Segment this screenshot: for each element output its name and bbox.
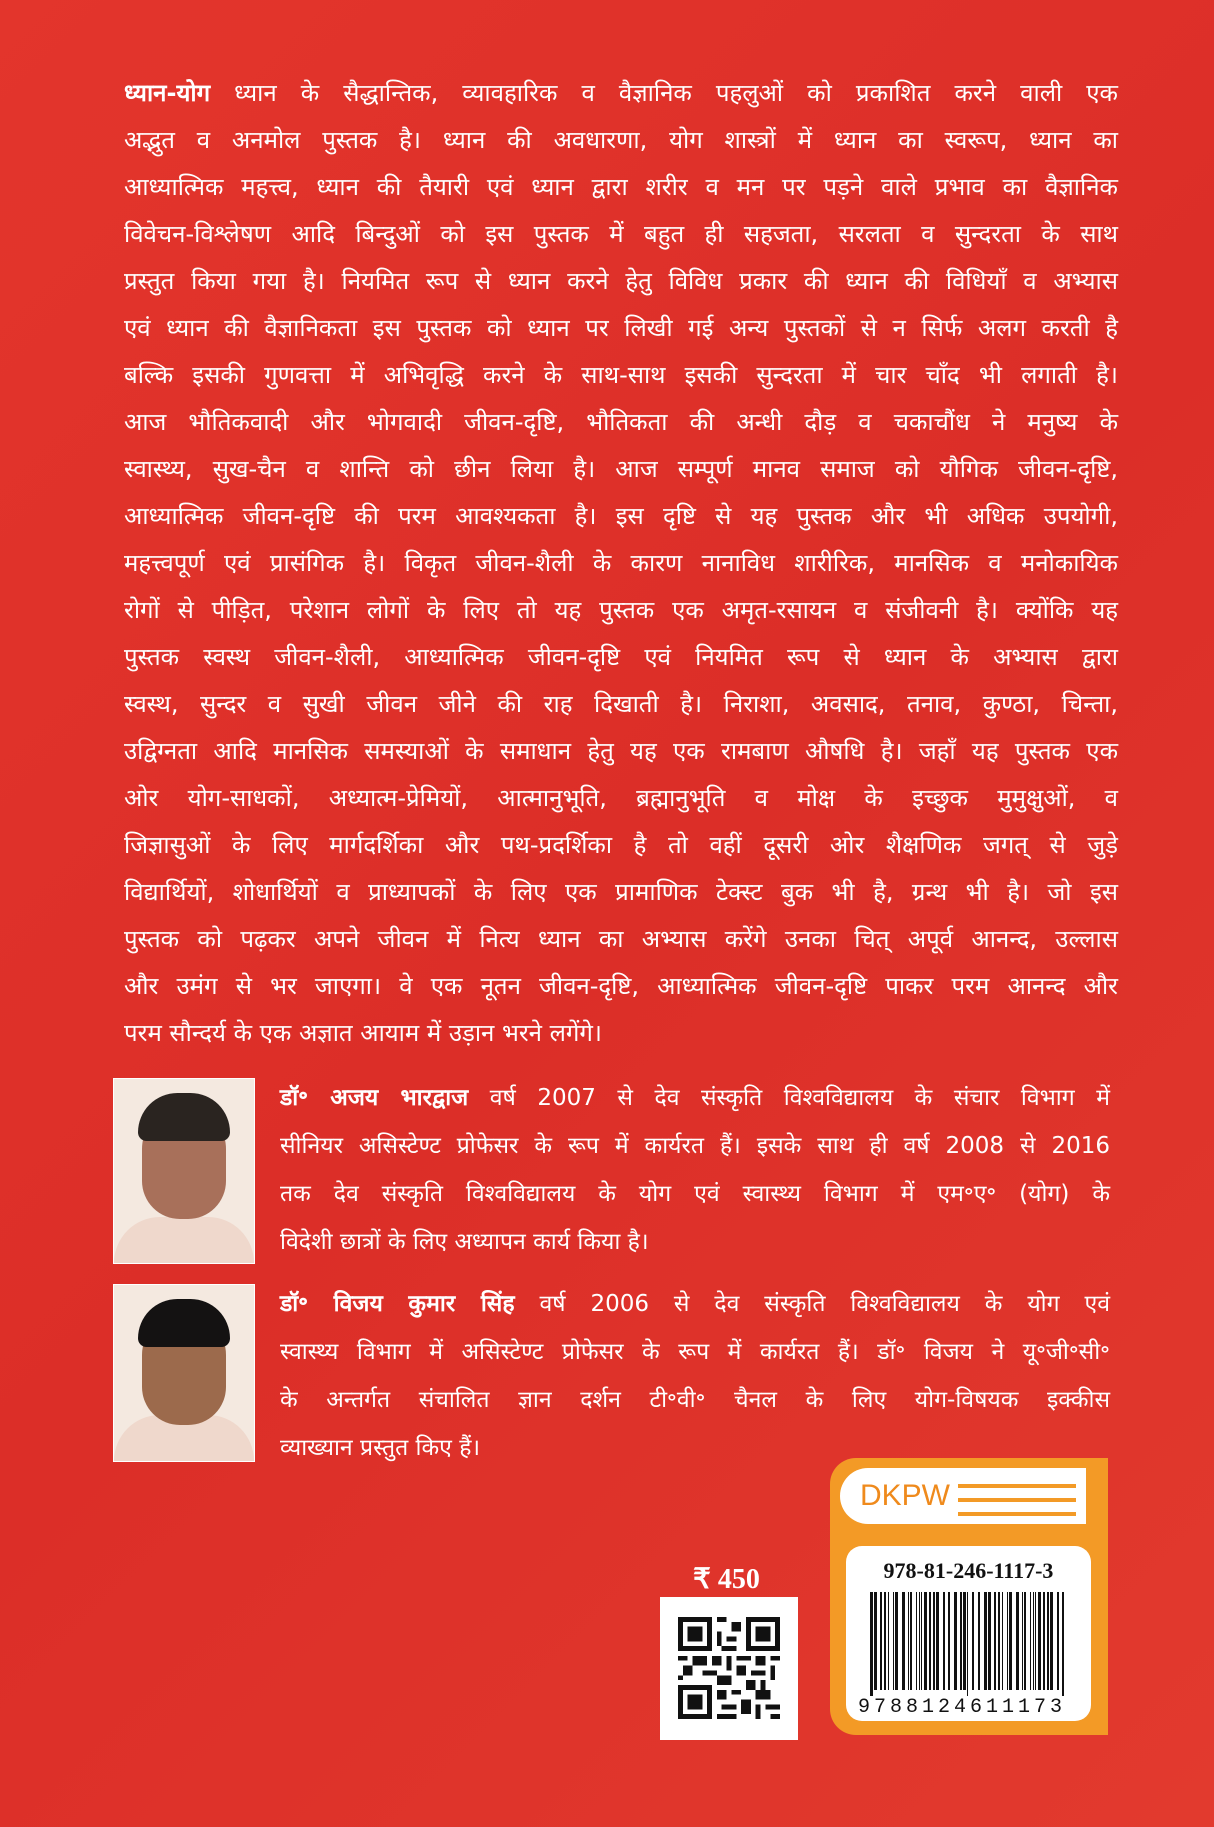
description-line: स्वस्थ, सुन्दर व सुखी जीवन जीने की राह दिखाती है। निराशा, अवसाद, तनाव, कुण्ठा, चिन्ता, [124,690,1118,718]
author-name: डॉ॰ अजय भारद्वाज [280,1085,469,1111]
barcode-bar [960,1592,962,1690]
bio-line: विदेशी छात्रों के लिए अध्यापन कार्य किया है। [280,1229,649,1255]
publisher-badge [830,1458,1108,1735]
bio-line: व्याख्यान प्रस्तुत किए हैं। [280,1435,481,1461]
barcode-bar [893,1592,894,1690]
barcode-bar [936,1592,939,1690]
book-description [124,70,1118,1057]
barcode-bar [933,1592,935,1690]
barcode-bar [948,1592,950,1690]
publisher-logo: DKPW [860,1479,950,1512]
barcode-bar [921,1592,922,1690]
barcode-bar [988,1592,991,1690]
barcode-bar [919,1592,920,1690]
barcode-bar [1007,1592,1008,1690]
barcode-bar [967,1592,968,1696]
barcode-bar [1002,1592,1003,1690]
barcode-bar [1009,1592,1012,1690]
barcode-bar [1030,1592,1031,1690]
barcode-bar [1033,1592,1034,1690]
barcode-bar [924,1592,927,1690]
qr-code-icon [678,1615,780,1721]
barcode-digits: 9788124611173 [858,1696,1067,1719]
bio-line: सीनियर असिस्टेण्ट प्रोफेसर के रूप में कार्यरत हैं। इसके साथ ही वर्ष 2008 से 2016 [280,1133,1110,1159]
bio-text: वर्ष 2006 से देव संस्कृति विश्वविद्यालय के योग एवं [514,1291,1111,1317]
barcode-bar [910,1592,912,1690]
description-line: आध्यात्मिक जीवन-दृष्टि की परम आवश्यकता है। इस दृष्टि से यह पुस्तक और भी अधिक उपयोगी, [124,502,1118,530]
description-line: अद्भुत व अनमोल पुस्तक है। ध्यान की अवधारणा, योग शास्त्रों में ध्यान का स्वरूप, ध्यान का [124,126,1118,154]
description-line [124,70,1118,117]
description-line: रोगों से पीड़ित, परेशान लोगों के लिए तो यह पुस्तक एक अमृत-रसायन व संजीवनी है। क्योंकि यह [124,596,1119,624]
isbn-barcode-box [846,1546,1091,1721]
barcode-bar [884,1592,886,1690]
description-line: आध्यात्मिक महत्त्व, ध्यान की तैयारी एवं ध्यान द्वारा शरीर व मन पर पड़ने वाले प्रभाव का वैज्ञानिक [124,173,1118,201]
bio-line [280,1280,1110,1328]
book-title-lead: ध्यान-योग [124,79,211,107]
description-line: एवं ध्यान की वैज्ञानिकता इस पुस्तक को ध्यान पर लिखी गई अन्य पुस्तकों से न सिर्फ अलग करती है [124,314,1118,342]
barcode-bar [929,1592,931,1690]
barcode-bar [916,1592,917,1690]
bio-line: स्वास्थ्य विभाग में असिस्टेण्ट प्रोफेसर के रूप में कार्यरत हैं। डॉ॰ विजय ने यू॰जी॰सी॰ [280,1339,1110,1365]
barcode-bar [998,1592,1000,1690]
bio-line: तक देव संस्कृति विश्वविद्यालय के योग एवं स्वास्थ्य विभाग में एम॰ए॰ (योग) के [280,1181,1110,1207]
author-bio-ajay [280,1074,1110,1266]
barcode-bar [902,1592,905,1690]
description-line: विवेचन-विश्लेषण आदि बिन्दुओं को इस पुस्तक में बहुत ही सहजता, सरलता व सुन्दरता के साथ [124,220,1118,248]
barcode-bar [1016,1592,1019,1690]
author-bio-vijay [280,1280,1110,1472]
isbn: 978-81-246-1117-3 [883,1558,1054,1583]
description-line: महत्त्वपूर्ण एवं प्रासंगिक है। विकृत जीवन-शैली के कारण नानाविध शारीरिक, मानसिक व मनोकायिक [124,549,1118,577]
description-line: बल्कि इसकी गुणवत्ता में अभिवृद्धि करने के साथ-साथ इसकी सुन्दरता में चार चाँद भी लगाती है। [124,361,1118,389]
barcode-bar [888,1592,889,1690]
description-line: परम सौन्दर्य के एक अज्ञात आयाम में उड़ान भरने लगेंगे। [124,1019,603,1047]
description-text: ध्यान के सैद्धान्तिक, व्यावहारिक व वैज्ञानिक पहलुओं को प्रकाशित करने वाली एक [210,79,1118,107]
author-photo-vijay [113,1284,255,1462]
qr-code [660,1597,798,1740]
barcode-bar [870,1592,873,1696]
barcode-bar [1057,1592,1059,1690]
barcode-icon [866,1592,1071,1696]
barcode-bar [943,1592,945,1690]
barcode-bar [972,1592,974,1690]
author-photo-ajay [113,1078,255,1264]
barcode-bar [1022,1592,1023,1690]
barcode-bar [908,1592,909,1690]
author-name: डॉ॰ विजय कुमार सिंह [280,1291,515,1317]
description-line: आज भौतिकवादी और भोगवादी जीवन-दृष्टि, भौतिकता की अन्धी दौड़ व चकाचौंध ने मनुष्य के [124,408,1118,436]
bio-line [280,1074,1110,1122]
description-line: ओर योग-साधकों, अध्यात्म-प्रेमियों, आत्मानुभूति, ब्रह्मानुभूति व मोक्ष के इच्छुक मुमुक्षुओं, व [124,784,1118,812]
description-line: प्रस्तुत किया गया है। नियमित रूप से ध्यान करने हेतु विविध प्रकार की ध्यान की विधियाँ व अभ्यास [124,267,1118,295]
barcode-bar [1035,1592,1036,1690]
barcode-bar [978,1592,980,1690]
barcode-bar [880,1592,882,1690]
barcode-bar [984,1592,987,1690]
price: ₹ 450 [693,1564,760,1595]
barcode-bar [963,1592,966,1690]
description-line: विद्यार्थियों, शोधार्थियों व प्राध्यापकों के लिए एक प्रामाणिक टेक्स्ट बुक भी है, ग्रन्थ भी है। जो इस [124,878,1118,906]
description-line: उद्विग्नता आदि मानसिक समस्याओं के समाधान हेतु यह एक रामबाण औषधि है। जहाँ यह पुस्तक एक [124,737,1118,765]
bio-line: के अन्तर्गत संचालित ज्ञान दर्शन टी॰वी॰ चैनल के लिए योग-विषयक इक्कीस [280,1387,1110,1413]
bio-text: वर्ष 2007 से देव संस्कृति विश्वविद्यालय के संचार विभाग में [468,1085,1110,1111]
barcode-bar [874,1592,877,1690]
description-line: पुस्तक स्वस्थ जीवन-शैली, आध्यात्मिक जीवन-दृष्टि एवं नियमित रूप से ध्यान के अभ्यास द्वारा [124,643,1118,671]
barcode-bar [1038,1592,1041,1690]
barcode-bar [1047,1592,1049,1690]
description-line: जिज्ञासुओं के लिए मार्गदर्शिका और पथ-प्रदर्शिका है तो वहीं दूसरी ओर शैक्षणिक जगत् से जुड़े [124,831,1118,859]
barcode-bar [1050,1592,1053,1690]
description-line: और उमंग से भर जाएगा। वे एक नूतन जीवन-दृष्टि, आध्यात्मिक जीवन-दृष्टि पाकर परम आनन्द और [124,972,1118,1000]
description-line: पुस्तक को पढ़कर अपने जीवन में नित्य ध्यान का अभ्यास करेंगे उनका चित् अपूर्व आनन्द, उल्लास [124,925,1118,953]
description-line: स्वास्थ्य, सुख-चैन व शान्ति को छीन लिया है। आज सम्पूर्ण मानव समाज को यौगिक जीवन-दृष्टि, [124,455,1118,483]
barcode-bar [994,1592,996,1690]
barcode-bar [895,1592,898,1690]
barcode-bar [954,1592,957,1690]
barcode-bar [1024,1592,1026,1690]
barcode-bar [1062,1592,1064,1696]
barcode-bar [1043,1592,1045,1690]
